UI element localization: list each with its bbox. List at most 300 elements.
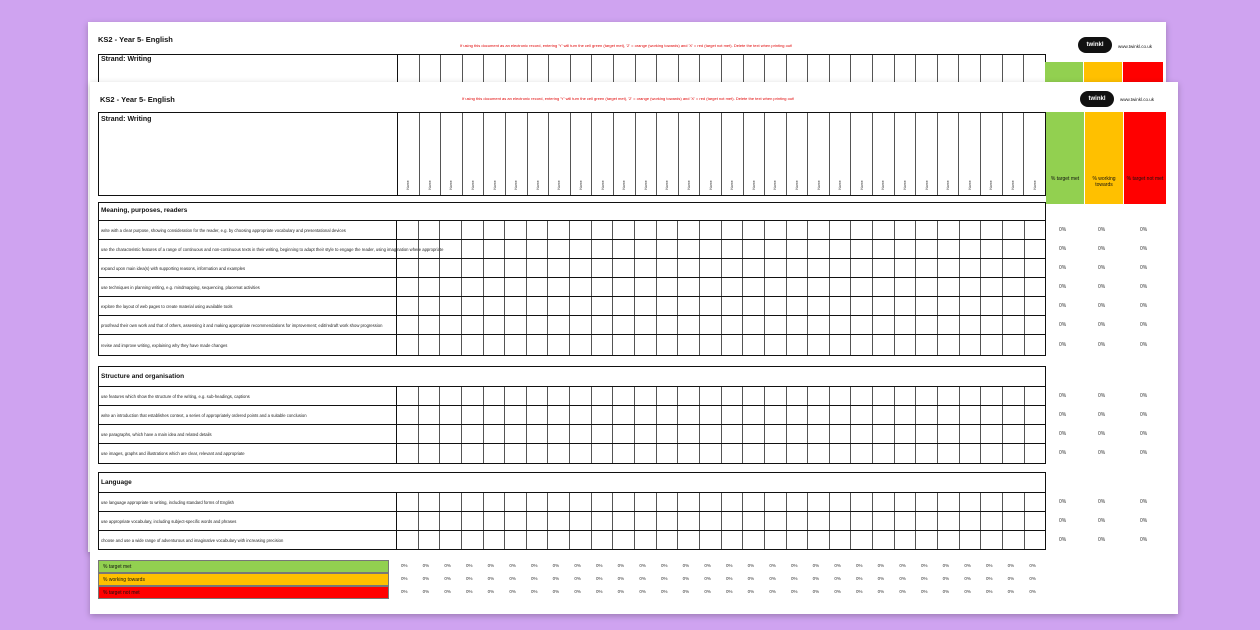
grid-cell[interactable] [527,493,549,512]
grid-cell[interactable] [657,278,679,297]
grid-cell[interactable] [830,444,852,463]
grid-cell[interactable] [613,335,635,355]
grid-cell[interactable] [787,512,809,531]
name-column[interactable] [1003,113,1025,195]
grid-cell[interactable] [873,278,895,297]
grid-cell[interactable] [722,493,744,512]
grid-cell[interactable] [462,316,484,335]
grid-cell[interactable] [960,387,982,406]
grid-cell[interactable] [981,240,1003,259]
grid-cell[interactable] [548,531,570,549]
name-column[interactable] [959,113,981,195]
grid-cell[interactable] [678,444,700,463]
grid-cell[interactable] [419,259,441,278]
name-column[interactable] [744,113,766,195]
grid-cell[interactable] [527,221,549,240]
grid-cell[interactable] [419,531,441,549]
grid-cell[interactable] [916,406,938,425]
grid-cell[interactable] [830,297,852,316]
name-column[interactable] [571,113,593,195]
row-cells[interactable] [397,512,1045,531]
grid-cell[interactable] [960,512,982,531]
grid-cell[interactable] [678,221,700,240]
name-column[interactable] [679,113,701,195]
grid-cell[interactable] [613,259,635,278]
grid-cell[interactable] [462,493,484,512]
grid-cell[interactable] [527,444,549,463]
grid-cell[interactable] [765,240,787,259]
grid-cell[interactable] [635,316,657,335]
grid-cell[interactable] [851,278,873,297]
grid-cell[interactable] [700,444,722,463]
name-column[interactable] [851,113,873,195]
grid-cell[interactable] [635,335,657,355]
grid-cell[interactable] [1025,425,1046,444]
grid-cell[interactable] [1025,259,1046,278]
grid-cell[interactable] [592,531,614,549]
grid-cell[interactable] [851,493,873,512]
row-cells[interactable] [397,221,1045,240]
grid-cell[interactable] [397,493,419,512]
name-column[interactable] [981,113,1003,195]
grid-cell[interactable] [895,512,917,531]
grid-cell[interactable] [960,335,982,355]
grid-cell[interactable] [830,240,852,259]
grid-cell[interactable] [548,444,570,463]
name-column[interactable] [1024,113,1045,195]
grid-cell[interactable] [462,387,484,406]
grid-cell[interactable] [808,221,830,240]
grid-cell[interactable] [505,278,527,297]
grid-cell[interactable] [851,406,873,425]
name-column[interactable] [420,113,442,195]
grid-cell[interactable] [462,444,484,463]
grid-cell[interactable] [397,240,419,259]
grid-cell[interactable] [570,297,592,316]
grid-cell[interactable] [1025,297,1046,316]
grid-cell[interactable] [1003,531,1025,549]
grid-cell[interactable] [419,221,441,240]
grid-cell[interactable] [938,406,960,425]
grid-cell[interactable] [527,406,549,425]
grid-cell[interactable] [895,425,917,444]
grid-cell[interactable] [938,259,960,278]
grid-cell[interactable] [570,425,592,444]
grid-cell[interactable] [635,406,657,425]
row-cells[interactable] [397,335,1045,355]
grid-cell[interactable] [570,278,592,297]
grid-cell[interactable] [484,240,506,259]
grid-cell[interactable] [484,425,506,444]
grid-cell[interactable] [657,297,679,316]
grid-cell[interactable] [960,221,982,240]
grid-cell[interactable] [981,425,1003,444]
grid-cell[interactable] [787,335,809,355]
grid-cell[interactable] [678,297,700,316]
name-column[interactable] [873,113,895,195]
grid-cell[interactable] [765,259,787,278]
grid-cell[interactable] [440,493,462,512]
grid-cell[interactable] [1025,531,1046,549]
grid-cell[interactable] [592,278,614,297]
grid-cell[interactable] [613,297,635,316]
grid-cell[interactable] [397,406,419,425]
grid-cell[interactable] [1025,316,1046,335]
grid-cell[interactable] [505,531,527,549]
grid-cell[interactable] [700,512,722,531]
grid-cell[interactable] [419,335,441,355]
row-cells[interactable] [397,297,1045,316]
grid-cell[interactable] [548,406,570,425]
grid-cell[interactable] [722,278,744,297]
row-cells[interactable] [397,387,1045,406]
grid-cell[interactable] [873,406,895,425]
grid-cell[interactable] [830,316,852,335]
grid-cell[interactable] [505,221,527,240]
grid-cell[interactable] [678,425,700,444]
grid-cell[interactable] [765,531,787,549]
grid-cell[interactable] [484,444,506,463]
grid-cell[interactable] [830,512,852,531]
grid-cell[interactable] [613,493,635,512]
grid-cell[interactable] [830,387,852,406]
grid-cell[interactable] [700,221,722,240]
grid-cell[interactable] [548,387,570,406]
grid-cell[interactable] [765,425,787,444]
grid-cell[interactable] [570,493,592,512]
name-column[interactable] [938,113,960,195]
grid-cell[interactable] [787,297,809,316]
name-column[interactable] [722,113,744,195]
grid-cell[interactable] [938,493,960,512]
grid-cell[interactable] [440,406,462,425]
grid-cell[interactable] [613,221,635,240]
grid-cell[interactable] [548,425,570,444]
grid-cell[interactable] [419,493,441,512]
grid-cell[interactable] [743,278,765,297]
grid-cell[interactable] [722,297,744,316]
grid-cell[interactable] [505,493,527,512]
grid-cell[interactable] [960,444,982,463]
grid-cell[interactable] [505,316,527,335]
grid-cell[interactable] [981,259,1003,278]
grid-cell[interactable] [592,297,614,316]
grid-cell[interactable] [743,335,765,355]
grid-cell[interactable] [440,278,462,297]
grid-cell[interactable] [808,387,830,406]
grid-cell[interactable] [419,387,441,406]
grid-cell[interactable] [570,335,592,355]
grid-cell[interactable] [635,512,657,531]
row-cells[interactable] [397,406,1045,425]
grid-cell[interactable] [440,444,462,463]
grid-cell[interactable] [657,259,679,278]
grid-cell[interactable] [657,387,679,406]
grid-cell[interactable] [505,387,527,406]
grid-cell[interactable] [700,297,722,316]
grid-cell[interactable] [527,387,549,406]
grid-cell[interactable] [678,240,700,259]
grid-cell[interactable] [765,221,787,240]
grid-cell[interactable] [787,444,809,463]
grid-cell[interactable] [895,240,917,259]
grid-cell[interactable] [743,512,765,531]
grid-cell[interactable] [700,240,722,259]
grid-cell[interactable] [484,493,506,512]
grid-cell[interactable] [722,406,744,425]
grid-cell[interactable] [808,406,830,425]
grid-cell[interactable] [657,316,679,335]
grid-cell[interactable] [505,512,527,531]
grid-cell[interactable] [916,425,938,444]
grid-cell[interactable] [548,335,570,355]
grid-cell[interactable] [895,493,917,512]
name-column[interactable] [657,113,679,195]
grid-cell[interactable] [981,316,1003,335]
grid-cell[interactable] [440,240,462,259]
grid-cell[interactable] [938,444,960,463]
grid-cell[interactable] [462,240,484,259]
grid-cell[interactable] [765,278,787,297]
grid-cell[interactable] [678,316,700,335]
grid-cell[interactable] [981,387,1003,406]
grid-cell[interactable] [484,221,506,240]
grid-cell[interactable] [981,531,1003,549]
grid-cell[interactable] [916,240,938,259]
grid-cell[interactable] [938,512,960,531]
grid-cell[interactable] [548,316,570,335]
grid-cell[interactable] [548,240,570,259]
grid-cell[interactable] [678,531,700,549]
grid-cell[interactable] [830,531,852,549]
grid-cell[interactable] [700,531,722,549]
grid-cell[interactable] [592,512,614,531]
grid-cell[interactable] [938,531,960,549]
grid-cell[interactable] [1025,493,1046,512]
grid-cell[interactable] [895,406,917,425]
grid-cell[interactable] [592,240,614,259]
grid-cell[interactable] [462,512,484,531]
grid-cell[interactable] [505,425,527,444]
grid-cell[interactable] [916,335,938,355]
grid-cell[interactable] [700,387,722,406]
grid-cell[interactable] [765,335,787,355]
grid-cell[interactable] [635,221,657,240]
grid-cell[interactable] [787,406,809,425]
grid-cell[interactable] [1025,335,1046,355]
grid-cell[interactable] [657,512,679,531]
row-cells[interactable] [397,259,1045,278]
grid-cell[interactable] [527,425,549,444]
row-cells[interactable] [397,240,1045,259]
grid-cell[interactable] [397,316,419,335]
grid-cell[interactable] [484,278,506,297]
grid-cell[interactable] [808,531,830,549]
grid-cell[interactable] [808,316,830,335]
grid-cell[interactable] [960,531,982,549]
grid-cell[interactable] [916,316,938,335]
grid-cell[interactable] [440,297,462,316]
grid-cell[interactable] [613,240,635,259]
name-column[interactable] [808,113,830,195]
grid-cell[interactable] [484,531,506,549]
grid-cell[interactable] [808,335,830,355]
grid-cell[interactable] [397,512,419,531]
grid-cell[interactable] [484,387,506,406]
grid-cell[interactable] [397,531,419,549]
grid-cell[interactable] [700,425,722,444]
grid-cell[interactable] [960,406,982,425]
grid-cell[interactable] [743,531,765,549]
grid-cell[interactable] [851,297,873,316]
grid-cell[interactable] [808,512,830,531]
grid-cell[interactable] [938,297,960,316]
grid-cell[interactable] [657,221,679,240]
grid-cell[interactable] [397,259,419,278]
grid-cell[interactable] [462,221,484,240]
grid-cell[interactable] [592,335,614,355]
grid-cell[interactable] [700,493,722,512]
grid-cell[interactable] [527,335,549,355]
grid-cell[interactable] [873,335,895,355]
grid-cell[interactable] [440,387,462,406]
grid-cell[interactable] [440,335,462,355]
grid-cell[interactable] [830,406,852,425]
grid-cell[interactable] [592,493,614,512]
grid-cell[interactable] [808,444,830,463]
grid-cell[interactable] [678,406,700,425]
grid-cell[interactable] [635,240,657,259]
grid-cell[interactable] [419,316,441,335]
grid-cell[interactable] [397,425,419,444]
grid-cell[interactable] [1025,512,1046,531]
name-column[interactable] [484,113,506,195]
grid-cell[interactable] [743,444,765,463]
grid-cell[interactable] [462,406,484,425]
grid-cell[interactable] [851,512,873,531]
grid-cell[interactable] [635,278,657,297]
grid-cell[interactable] [743,387,765,406]
grid-cell[interactable] [938,387,960,406]
grid-cell[interactable] [981,278,1003,297]
grid-cell[interactable] [851,240,873,259]
grid-cell[interactable] [635,531,657,549]
grid-cell[interactable] [397,387,419,406]
grid-cell[interactable] [484,406,506,425]
grid-cell[interactable] [548,278,570,297]
grid-cell[interactable] [657,425,679,444]
grid-cell[interactable] [960,297,982,316]
row-cells[interactable] [397,444,1045,463]
grid-cell[interactable] [505,444,527,463]
grid-cell[interactable] [635,425,657,444]
grid-cell[interactable] [981,406,1003,425]
grid-cell[interactable] [873,387,895,406]
grid-cell[interactable] [635,387,657,406]
grid-cell[interactable] [895,387,917,406]
name-column[interactable] [787,113,809,195]
grid-cell[interactable] [397,297,419,316]
grid-cell[interactable] [657,444,679,463]
grid-cell[interactable] [548,297,570,316]
grid-cell[interactable] [613,531,635,549]
grid-cell[interactable] [657,240,679,259]
grid-cell[interactable] [1003,387,1025,406]
grid-cell[interactable] [895,221,917,240]
row-cells[interactable] [397,493,1045,512]
grid-cell[interactable] [570,512,592,531]
grid-cell[interactable] [873,221,895,240]
grid-cell[interactable] [548,221,570,240]
grid-cell[interactable] [960,259,982,278]
grid-cell[interactable] [419,240,441,259]
grid-cell[interactable] [830,493,852,512]
grid-cell[interactable] [440,259,462,278]
grid-cell[interactable] [1003,297,1025,316]
row-cells[interactable] [397,531,1045,549]
grid-cell[interactable] [440,316,462,335]
name-column[interactable] [700,113,722,195]
grid-cell[interactable] [527,240,549,259]
grid-cell[interactable] [462,425,484,444]
grid-cell[interactable] [981,493,1003,512]
name-column[interactable] [506,113,528,195]
grid-cell[interactable] [916,278,938,297]
grid-cell[interactable] [722,259,744,278]
grid-cell[interactable] [851,259,873,278]
grid-cell[interactable] [830,278,852,297]
grid-cell[interactable] [938,278,960,297]
grid-cell[interactable] [938,316,960,335]
grid-cell[interactable] [635,259,657,278]
row-cells[interactable] [397,316,1045,335]
grid-cell[interactable] [700,259,722,278]
grid-cell[interactable] [505,297,527,316]
grid-cell[interactable] [830,259,852,278]
grid-cell[interactable] [895,297,917,316]
grid-cell[interactable] [851,387,873,406]
grid-cell[interactable] [895,531,917,549]
name-column[interactable] [765,113,787,195]
grid-cell[interactable] [851,316,873,335]
grid-cell[interactable] [505,406,527,425]
grid-cell[interactable] [765,387,787,406]
grid-cell[interactable] [527,512,549,531]
grid-cell[interactable] [808,240,830,259]
grid-cell[interactable] [851,425,873,444]
grid-cell[interactable] [743,425,765,444]
grid-cell[interactable] [613,425,635,444]
grid-cell[interactable] [722,425,744,444]
grid-cell[interactable] [527,278,549,297]
grid-cell[interactable] [570,387,592,406]
grid-cell[interactable] [1003,221,1025,240]
name-column[interactable] [592,113,614,195]
grid-cell[interactable] [830,335,852,355]
grid-cell[interactable] [722,387,744,406]
grid-cell[interactable] [765,444,787,463]
grid-cell[interactable] [960,240,982,259]
grid-cell[interactable] [916,493,938,512]
grid-cell[interactable] [808,493,830,512]
grid-cell[interactable] [743,259,765,278]
grid-cell[interactable] [592,425,614,444]
grid-cell[interactable] [570,240,592,259]
grid-cell[interactable] [505,335,527,355]
grid-cell[interactable] [678,335,700,355]
grid-cell[interactable] [592,316,614,335]
grid-cell[interactable] [873,240,895,259]
